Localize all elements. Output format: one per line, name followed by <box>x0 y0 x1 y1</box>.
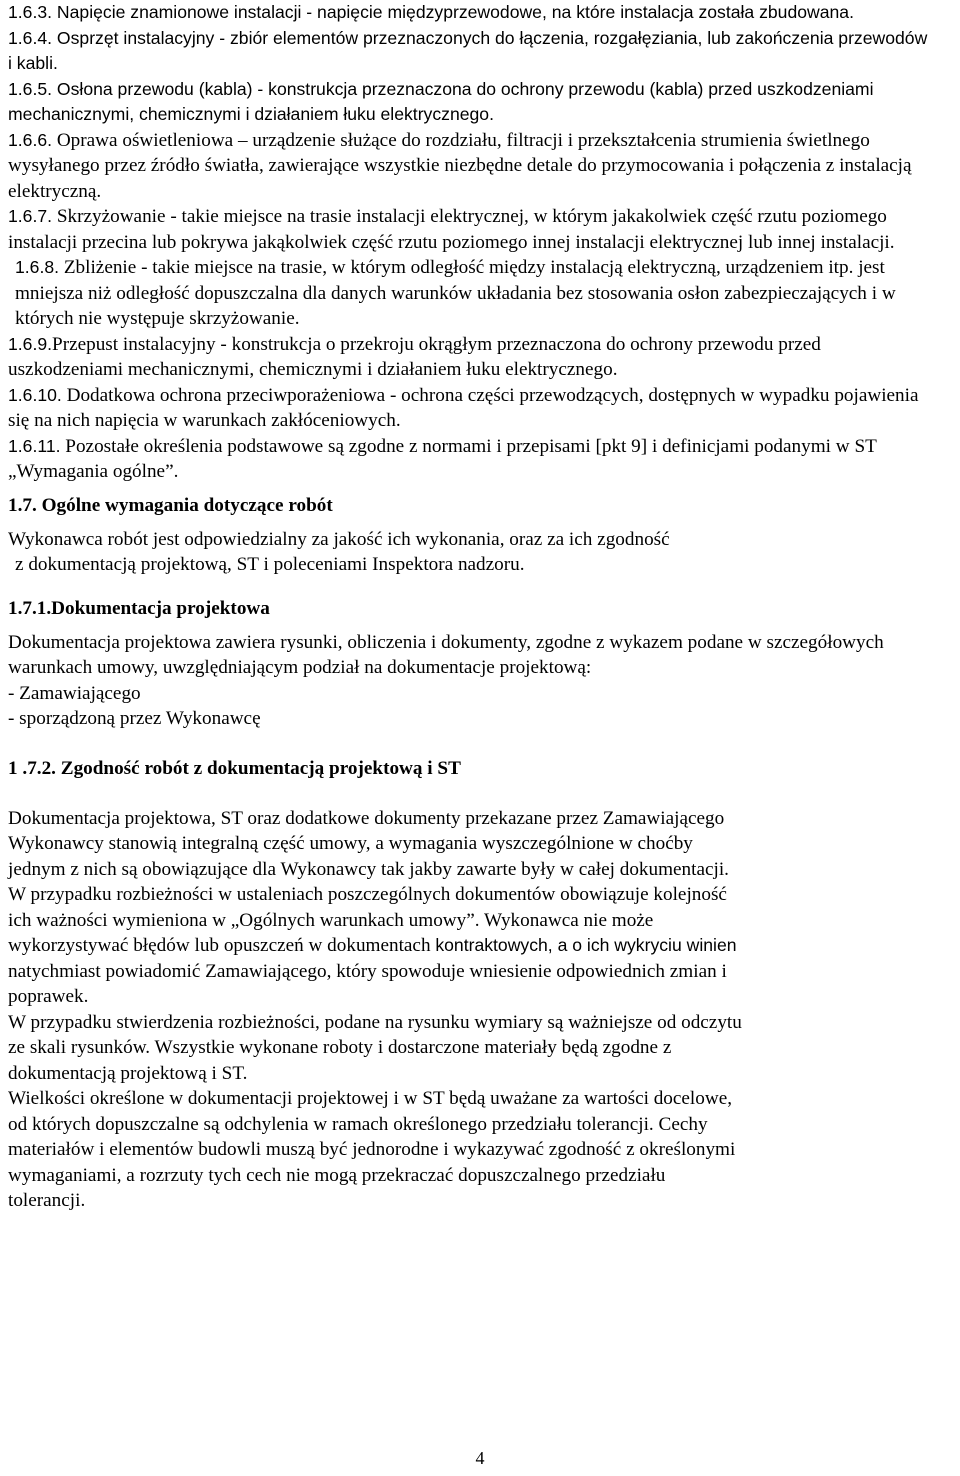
paragraph-3-line-1: W przypadku stwierdzenia rozbieżności, podane na rysunku wymiary są ważniejsze od odczytu <box>8 1011 742 1033</box>
paragraph-4-line-4: wymaganiami, a rozrzuty tych cech nie mogą przekraczać dopuszczalnego przedziału <box>8 1164 666 1186</box>
paragraph-3-line-3: dokumentacją projektową i ST. <box>8 1062 248 1084</box>
definition-1-6-4: 1.6.4. Osprzęt instalacyjny - zbiór elementów przeznaczonych do łączenia, rozgałęziania, lub zakończenia przewodów i kabli. <box>8 27 928 73</box>
paragraph-4-line-2: od których dopuszczalne są odchylenia w ramach określonego przedziału tolerancji. Cechy <box>8 1113 708 1135</box>
paragraph-4-line-5: tolerancji. <box>8 1190 86 1211</box>
section-heading-1-7-2: 1 .7.2. Zgodność robót z dokumentacją projektową i ST <box>8 757 461 779</box>
list-item-zamawiajacego: - Zamawiającego <box>8 682 141 704</box>
section-1-7-line-1: Wykonawca robót jest odpowiedzialny za jakość ich wykonania, oraz za ich zgodność <box>8 528 670 550</box>
section-heading-1-7-1: 1.7.1.Dokumentacja projektowa <box>8 597 270 619</box>
paragraph-2-line-1: W przypadku rozbieżności w ustaleniach poszczególnych dokumentów obowiązuje kolejność <box>8 884 727 905</box>
paragraph-2-line-4: natychmiast powiadomić Zamawiającego, który spowoduje wniesienie odpowiednich zmian i <box>8 960 727 982</box>
list-item-wykonawca: - sporządzoną przez Wykonawcę <box>8 708 261 729</box>
paragraph-4-line-1: Wielkości określone w dokumentacji projektowej i w ST będą uważane za wartości docelowe, <box>8 1088 733 1109</box>
definition-1-6-3: 1.6.3. Napięcie znamionowe instalacji - napięcie międzyprzewodowe, na które instalacja została zbudowana. <box>8 2 854 22</box>
paragraph-2-line-2: ich ważności wymieniona w „Ogólnych warunkach umowy”. Wykonawca nie może <box>8 909 654 931</box>
definition-1-6-10: 1.6.10. Dodatkowa ochrona przeciwporażeniowa - ochrona części przewodzących, dostępnych w wypadku pojawienia się na nich napięcia w warunkach zakłóceniowych. <box>8 384 919 431</box>
definition-1-6-7: 1.6.7. Skrzyżowanie - takie miejsce na trasie instalacji elektrycznej, w którym jakakolwiek część rzutu poziomego instalacji przecina lub pokrywa jakąkolwiek część rzutu poziomego innej instalacji elektrycznej lub innej instalacji. <box>8 206 895 253</box>
section-heading-1-7: 1.7. Ogólne wymagania dotyczące robót <box>8 494 333 516</box>
section-1-7-line-2: z dokumentacją projektową, ST i poleceniami Inspektora nadzoru. <box>15 554 525 575</box>
definition-1-6-9: 1.6.9.Przepust instalacyjny - konstrukcja o przekroju okrągłym przeznaczona do ochrony przewodu przed uszkodzeniami mechanicznymi, chemicznymi i działaniem łuku elektrycznego. <box>8 333 821 380</box>
paragraph-2-line-5: poprawek. <box>8 986 89 1007</box>
page-number: 4 <box>475 1448 485 1468</box>
paragraph-4-line-3: materiałów i elementów budowli muszą być jednorodne i wykazywać zgodność z określonymi <box>8 1139 736 1160</box>
paragraph-1-line-2: Wykonawcy stanowią integralną część umowy, a wymagania wyszczególnione w choćby <box>8 833 693 854</box>
definition-1-6-6: 1.6.6. Oprawa oświetleniowa – urządzenie służące do rozdziału, filtracji i przekształcenia strumienia świetlnego wysyłanego przez źródło światła, zawierające wszystkie niezbędne detale do przymocowania i połączenia z instalacją elektryczną. <box>8 129 912 202</box>
paragraph-2-line-3: wykorzystywać błędów lub opuszczeń w dokumentach kontraktowych, a o ich wykryciu winien <box>8 935 737 956</box>
definition-1-6-11: 1.6.11. Pozostałe określenia podstawowe są zgodne z normami i przepisami [pkt 9] i definicjami podanymi w ST „Wymagania ogólne”. <box>8 435 877 482</box>
paragraph-1-line-3: jednym z nich są obowiązujące dla Wykonawcy tak jakby zawarte były w całej dokumentacji. <box>8 858 729 880</box>
section-1-7-1-text: Dokumentacja projektowa zawiera rysunki, obliczenia i dokumenty, zgodne z wykazem podane w szczegółowych warunkach umowy, uwzględniającym podział na dokumentacje projektową: <box>8 631 884 678</box>
definition-1-6-5: 1.6.5. Osłona przewodu (kabla) - konstrukcja przeznaczona do ochrony przewodu (kabla) przed uszkodzeniami mechanicznymi, chemicznymi i działaniem łuku elektrycznego. <box>8 78 874 124</box>
definition-1-6-8: 1.6.8. Zbliżenie - takie miejsce na trasie, w którym odległość między instalacją elektryczną, urządzeniem itp. jest mniejsza niż odległość dopuszczalna dla danych warunków układania bez stosowania osłon zabezpieczających i w których nie występuje skrzyżowanie. <box>15 257 896 329</box>
paragraph-1-line-1: Dokumentacja projektowa, ST oraz dodatkowe dokumenty przekazane przez Zamawiającego <box>8 807 725 829</box>
paragraph-3-line-2: ze skali rysunków. Wszystkie wykonane roboty i dostarczone materiały będą zgodne z <box>8 1037 672 1058</box>
